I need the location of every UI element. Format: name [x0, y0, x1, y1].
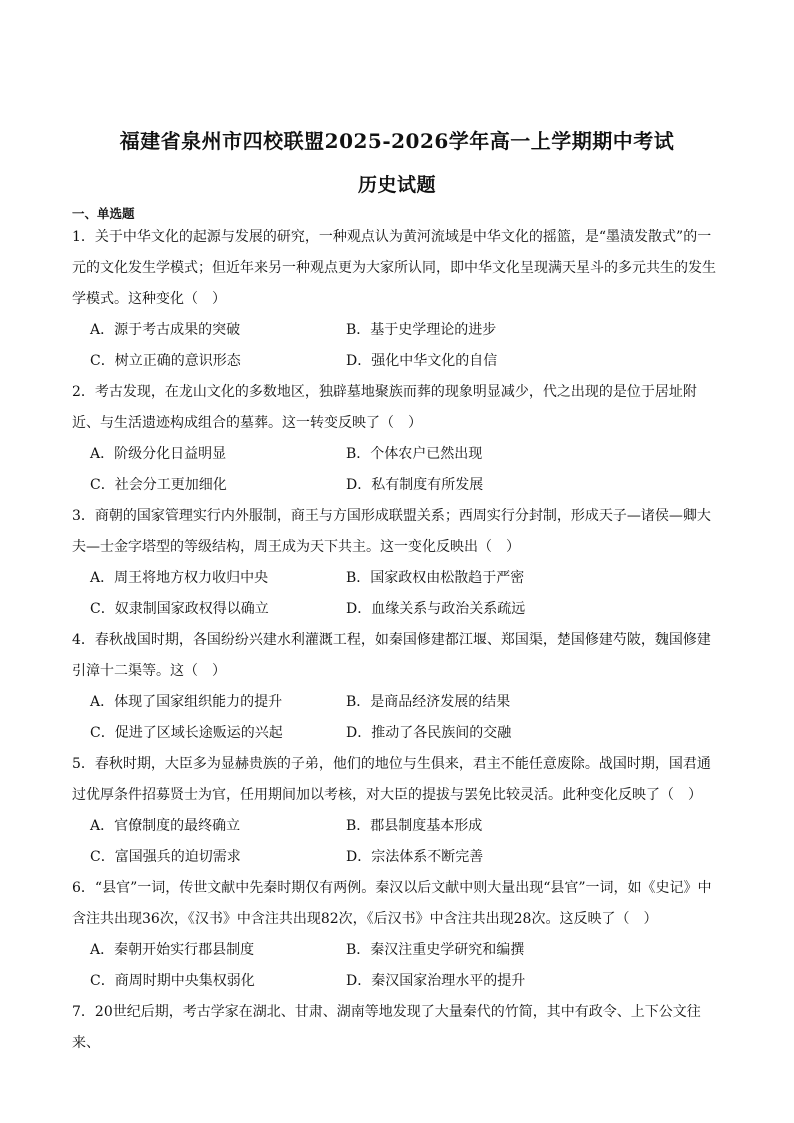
exam-subtitle: 历史试题 [357, 174, 436, 196]
question-stem: 7．20世纪后期，考古学家在湖北、甘肃、湖南等地发现了大量秦代的竹简，其中有政令、上下公文往来、 [72, 1004, 701, 1051]
question-1 [72, 222, 722, 377]
option-d: D．血缘关系与政治关系疏远 [346, 601, 526, 617]
option-c: C．富国强兵的迫切需求 [90, 849, 241, 865]
question-5 [72, 749, 722, 873]
question-stem: 3．商朝的国家管理实行内外服制，商王与方国形成联盟关系；西周实行分封制，形成天子—诸侯—卿大夫—士金字塔型的等级结构，周王成为天下共主。这一变化反映出（ ） [72, 508, 711, 555]
option-b: B．国家政权由松散趋于严密 [346, 570, 525, 586]
question-stem: 2．考古发现，在龙山文化的多数地区，独辟墓地聚族而葬的现象明显减少，代之出现的是位于居址附近、与生活遗迹构成组合的墓葬。这一转变反映了（ ） [72, 384, 697, 431]
option-group [72, 315, 722, 377]
question-2 [72, 377, 722, 501]
option-b: B．秦汉注重史学研究和编撰 [346, 942, 525, 958]
option-b: B．是商品经济发展的结果 [346, 694, 511, 710]
option-group [72, 811, 722, 873]
question-stem: 1．关于中华文化的起源与发展的研究，一种观点认为黄河流域是中华文化的摇篮，是“墨渍发散式”的一元的文化发生学模式；但近年来另一种观点更为大家所认同，即中华文化呈现满天星斗的多元共生的发生学模式。这种变化（ ） [72, 229, 716, 307]
question-stem: 5．春秋时期，大臣多为显赫贵族的子弟，他们的地位与生俱来，君主不能任意废除。战国时期，国君通过优厚条件招募贤士为官，任用期间加以考核，对大臣的提拔与罢免比较灵活。此种变化反映了（ ） [72, 756, 711, 803]
option-group [72, 935, 722, 997]
exam-title: 福建省泉州市四校联盟2025-2026学年高一上学期期中考试 [119, 129, 675, 153]
option-a: A．周王将地方权力收归中央 [90, 570, 269, 586]
question-stem: 4．春秋战国时期，各国纷纷兴建水利灌溉工程，如秦国修建都江堰、郑国渠，楚国修建芍陂，魏国修建引漳十二渠等。这（ ） [72, 632, 711, 679]
option-d: D．宗法体系不断完善 [346, 849, 484, 865]
option-group [72, 687, 722, 749]
question-3 [72, 501, 722, 625]
option-a: A．源于考古成果的突破 [90, 322, 241, 338]
question-list [72, 222, 722, 1059]
option-c: C．树立正确的意识形态 [90, 353, 241, 369]
option-a: A．体现了国家组织能力的提升 [90, 694, 283, 710]
option-b: B．个体农户已然出现 [346, 446, 483, 462]
option-a: A．阶级分化日益明显 [90, 446, 227, 462]
question-stem: 6．“县官”一词，传世文献中先秦时期仅有两例。秦汉以后文献中则大量出现“县官”一词，如《史记》中含注共出现36次，《汉书》中含注共出现82次，《后汉书》中含注共出现28次。这反映了（ ） [72, 880, 712, 927]
option-d: D．强化中华文化的自信 [346, 353, 498, 369]
option-d: D．私有制度有所发展 [346, 477, 484, 493]
option-a: A．秦朝开始实行郡县制度 [90, 942, 255, 958]
option-a: A．官僚制度的最终确立 [90, 818, 241, 834]
question-6 [72, 873, 722, 997]
option-c: C．商周时期中央集权弱化 [90, 973, 255, 989]
question-4 [72, 625, 722, 749]
option-c: C．社会分工更加细化 [90, 477, 227, 493]
option-d: D．推动了各民族间的交融 [346, 725, 512, 741]
option-group [72, 563, 722, 625]
section-heading: 一、单选题 [72, 206, 135, 221]
option-d: D．秦汉国家治理水平的提升 [346, 973, 526, 989]
option-c: C．促进了区域长途贩运的兴起 [90, 725, 283, 741]
option-c: C．奴隶制国家政权得以确立 [90, 601, 269, 617]
option-group [72, 439, 722, 501]
option-b: B．郡县制度基本形成 [346, 818, 483, 834]
option-b: B．基于史学理论的进步 [346, 322, 497, 338]
question-7 [72, 997, 722, 1059]
